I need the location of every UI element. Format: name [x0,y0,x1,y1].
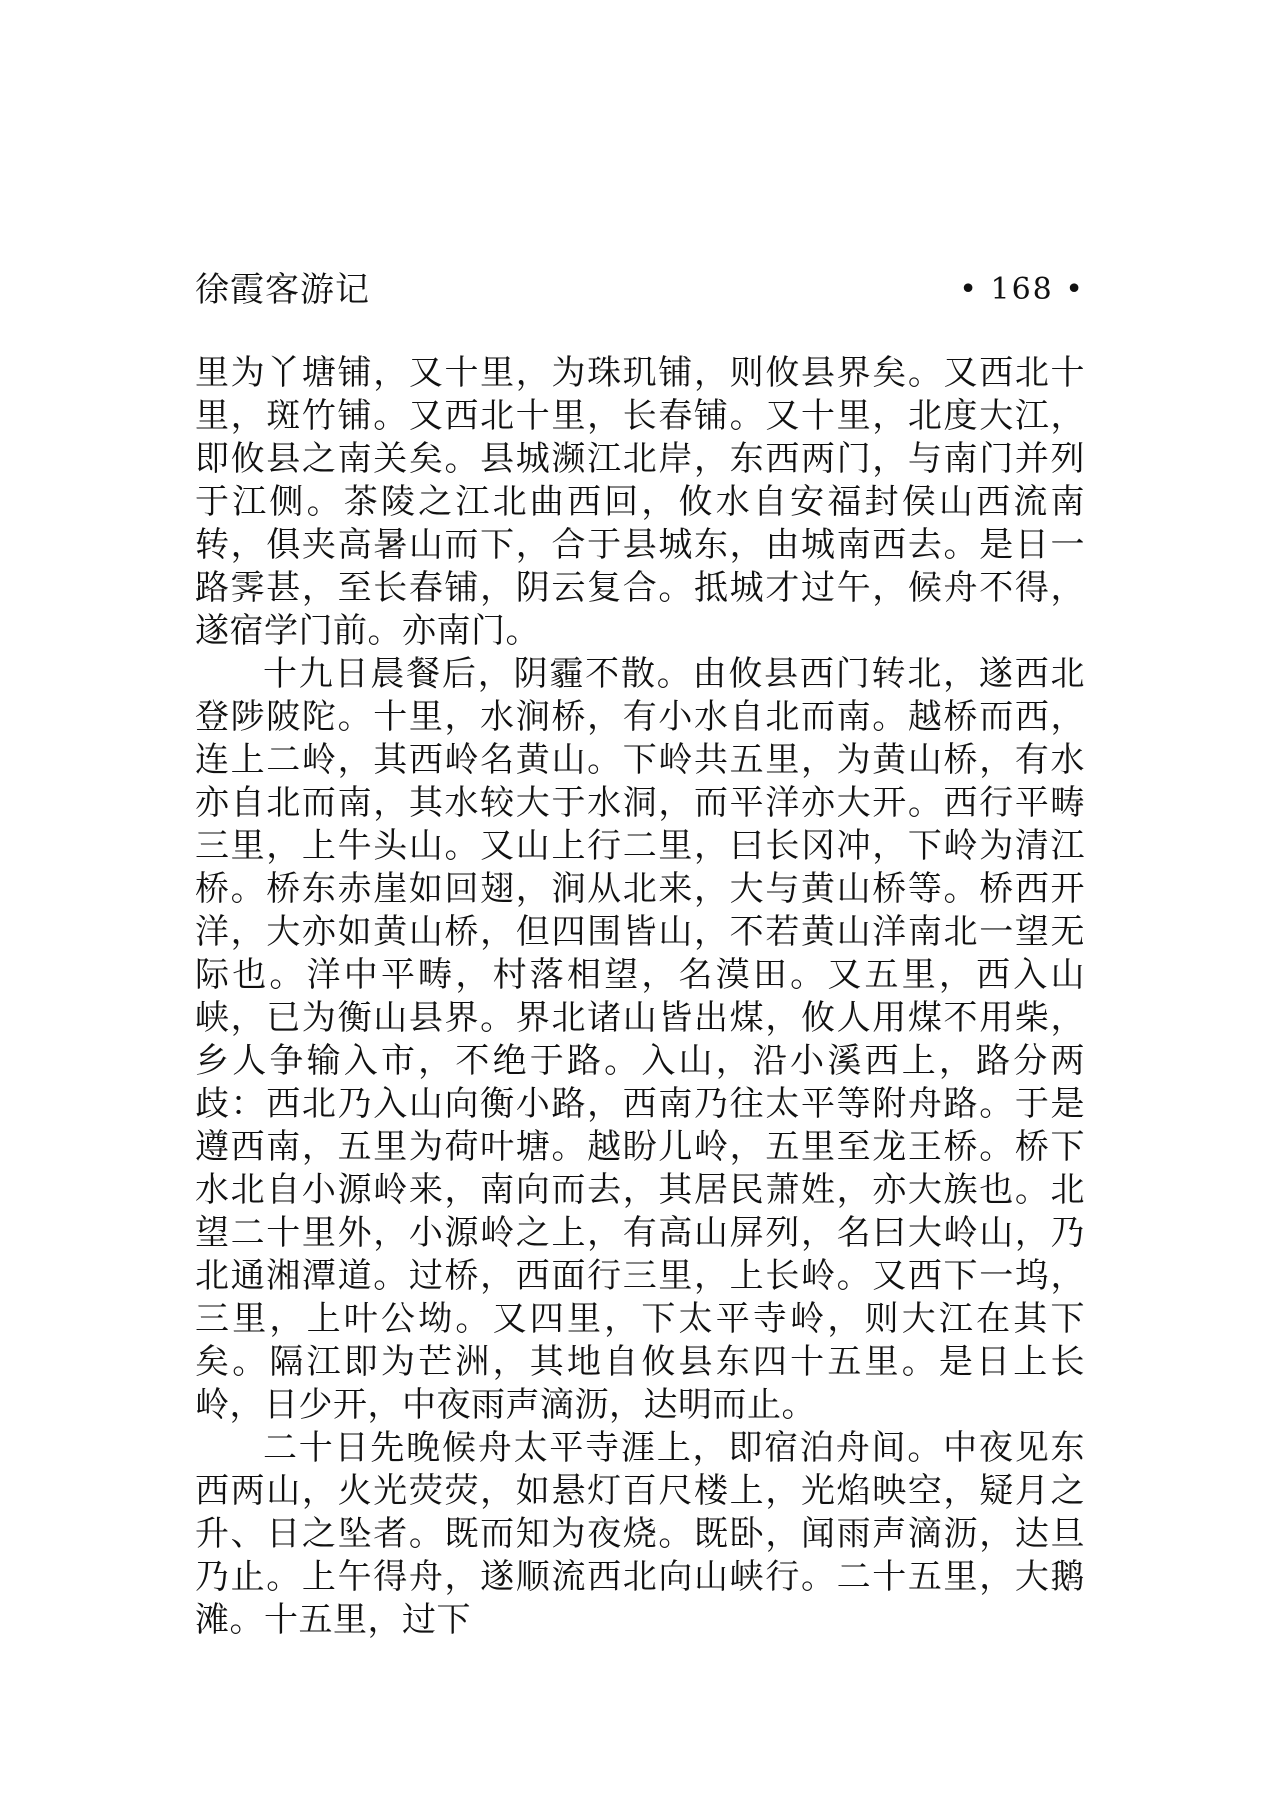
body-text [195,352,1085,1642]
page-number: • 168 • [959,272,1085,307]
paragraph-3: 二十日先晚候舟太平寺涯上，即宿泊舟间。中夜见东西两山，火光荧荧，如悬灯百尺楼上，光焰映空，疑月之升、日之坠者。既而知为夜烧。既卧，闻雨声滴沥，达旦乃止。上午得舟，遂顺流西北向山峡行。二十五里，大鹅滩。十五里，过下 [195,1428,1085,1640]
paragraph-2: 十九日晨餐后，阴霾不散。由攸县西门转北，遂西北登陟陂陀。十里，水涧桥，有小水自北而南。越桥而西，连上二岭，其西岭名黄山。下岭共五里，为黄山桥，有水亦自北而南，其水较大于水洞，而平洋亦大开。西行平畴三里，上牛头山。又山上行二里，曰长冈冲，下岭为清江桥。桥东赤崖如回翅，涧从北来，大与黄山桥等。桥西开洋，大亦如黄山桥，但四围皆山，不若黄山洋南北一望无际也。洋中平畴，村落相望，名漠田。又五里，西入山峡，已为衡山县界。界北诸山皆出煤，攸人用煤不用柴，乡人争输入市，不绝于路。入山，沿小溪西上，路分两歧：西北乃入山向衡小路，西南乃往太平等附舟路。于是遵西南，五里为荷叶塘。越盼儿岭，五里至龙王桥。桥下水北自小源岭来，南向而去，其居民萧姓，亦大族也。北望二十里外，小源岭之上，有高山屏列，名曰大岭山，乃北通湘潭道。过桥，西面行三里，上长岭。又西下一坞，三里，上叶公坳。又四里，下太平寺岭，则大江在其下矣。隔江即为芒洲，其地自攸县东四十五里。是日上长岭，日少开，中夜雨声滴沥，达明而止。 [195,654,1085,1425]
paragraph-1: 里为丫塘铺，又十里，为珠玑铺，则攸县界矣。又西北十里，斑竹铺。又西北十里，长春铺。又十里，北度大江，即攸县之南关矣。县城濒江北岸，东西两门，与南门并列于江侧。茶陵之江北曲西回，攸水自安福封侯山西流南转，俱夹高暑山而下，合于县城东，由城南西去。是日一路霁甚，至长春铺，阴云复合。抵城才过午，候舟不得，遂宿学门前。亦南门。 [195,353,1085,651]
book-title: 徐霞客游记 [195,270,370,310]
page-header [195,265,1085,315]
